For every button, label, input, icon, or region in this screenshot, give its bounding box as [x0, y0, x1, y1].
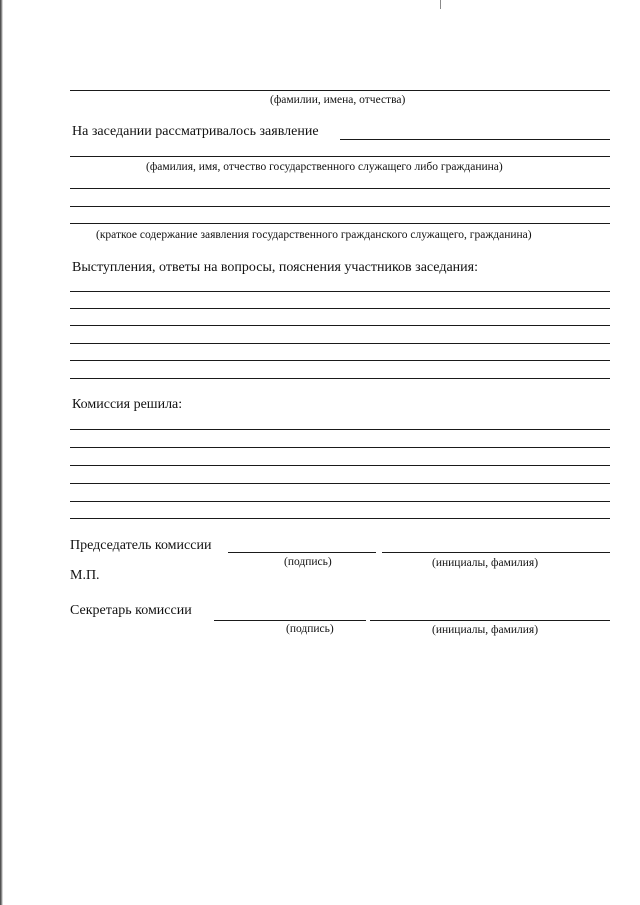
decision-line-6 — [70, 518, 610, 519]
decision-line-3 — [70, 465, 610, 466]
chairman-name-line — [382, 552, 610, 553]
decision-line-4 — [70, 483, 610, 484]
seal-mark: М.П. — [70, 568, 100, 583]
names-fill-line — [70, 90, 610, 91]
page-left-edge — [0, 0, 3, 905]
summary-fill-line-2 — [70, 206, 610, 207]
speeches-label: Выступления, ответы на вопросы, пояснения участников заседания: — [72, 260, 478, 275]
secretary-signature-line — [214, 620, 366, 621]
scan-mark — [440, 0, 441, 9]
speeches-line-1 — [70, 291, 610, 292]
chairman-signature-line — [228, 552, 376, 553]
speeches-line-2 — [70, 308, 610, 309]
summary-fill-line-1 — [70, 188, 610, 189]
applicant-fill-line — [70, 156, 610, 157]
statement-label: На заседании рассматривалось заявление — [72, 124, 319, 139]
decision-line-1 — [70, 429, 610, 430]
secretary-signature-caption: (подпись) — [286, 623, 334, 635]
speeches-line-5 — [70, 360, 610, 361]
applicant-caption: (фамилия, имя, отчество государственного служащего либо гражданина) — [146, 161, 503, 173]
speeches-line-6 — [70, 378, 610, 379]
decision-line-2 — [70, 447, 610, 448]
secretary-name-caption: (инициалы, фамилия) — [432, 624, 539, 636]
statement-fill-line — [340, 139, 610, 140]
secretary-name-line — [370, 620, 610, 621]
speeches-line-4 — [70, 343, 610, 344]
chairman-signature-caption: (подпись) — [284, 556, 332, 568]
secretary-label: Секретарь комиссии — [70, 603, 192, 618]
summary-caption: (краткое содержание заявления государственного гражданского служащего, гражданина) — [96, 229, 532, 241]
speeches-line-3 — [70, 325, 610, 326]
chairman-name-caption: (инициалы, фамилия) — [432, 557, 539, 569]
decision-line-5 — [70, 501, 610, 502]
decision-label: Комиссия решила: — [72, 397, 183, 412]
summary-fill-line-3 — [70, 223, 610, 224]
chairman-label: Председатель комиссии — [70, 538, 212, 553]
names-caption: (фамилии, имена, отчества) — [270, 94, 406, 106]
